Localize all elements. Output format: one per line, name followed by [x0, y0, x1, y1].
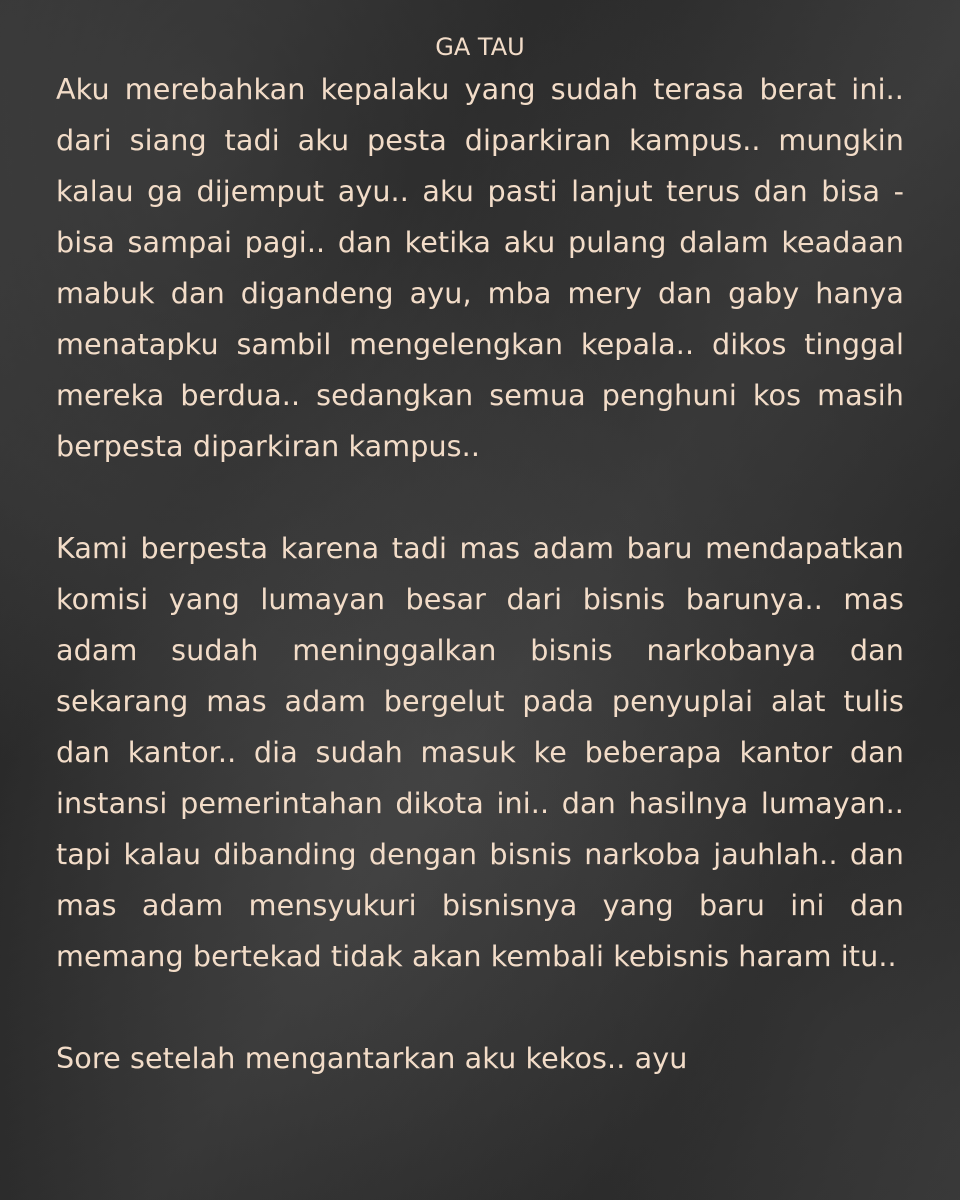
story-title: GA TAU — [435, 33, 525, 61]
story-page — [56, 30, 904, 1084]
story-paragraph-1: Aku merebahkan kepalaku yang sudah terasa berat ini.. dari siang tadi aku pesta diparkiran kampus.. mungkin kalau ga dijemput ayu.. aku pasti lanjut terus dan bisa - bisa sampai pagi.. dan ketika aku pulang dalam keadaan mabuk dan digandeng ayu, mba mery dan gaby hanya menatapku sambil mengelengkan kepala.. dikos tinggal mereka berdua.. sedangkan semua penghuni kos masih berpesta diparkiran kampus.. — [56, 72, 904, 463]
story-paragraph-2: Kami berpesta karena tadi mas adam baru mendapatkan komisi yang lumayan besar dari bisnis barunya.. mas adam sudah meninggalkan bisnis narkobanya dan sekarang mas adam bergelut pada penyuplai alat tulis dan kantor.. dia sudah masuk ke beberapa kantor dan instansi pemerintahan dikota ini.. dan hasilnya lumayan.. tapi kalau dibanding dengan bisnis narkoba jauhlah.. dan mas adam mensyukuri bisnisnya yang baru ini dan memang bertekad tidak akan kembali kebisnis haram itu.. — [56, 531, 904, 973]
paragraph-gap — [56, 982, 904, 1033]
paragraph-gap — [56, 472, 904, 523]
story-paragraph-3: Sore setelah mengantarkan aku kekos.. ayu — [56, 1041, 688, 1075]
